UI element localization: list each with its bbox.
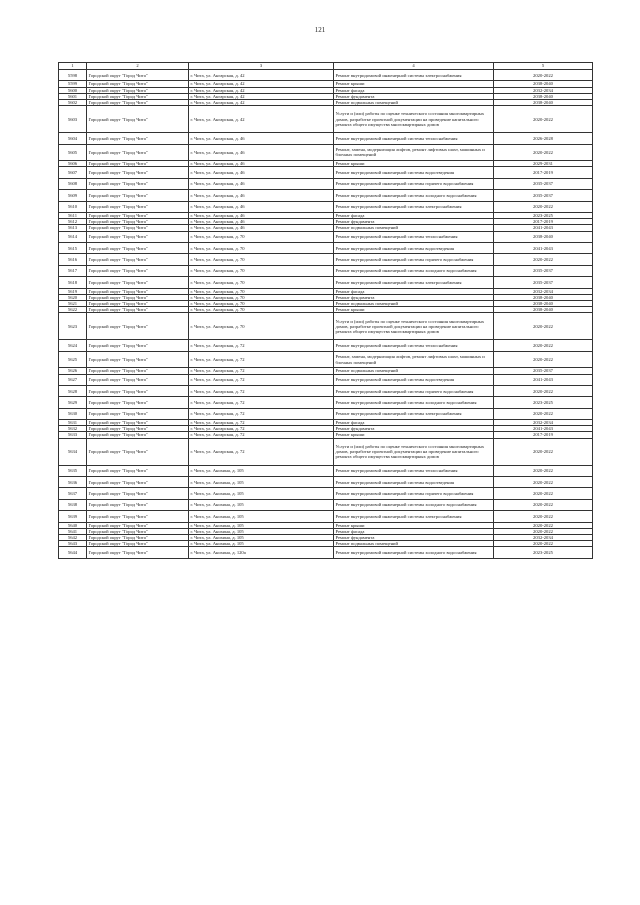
work-type-cell: Ремонт внутридомовой инженерной системы электроснабжения xyxy=(334,408,494,419)
municipality-cell: Городской округ "Город Чита" xyxy=(87,426,189,432)
table-row xyxy=(59,201,593,212)
address-cell: г. Чита, ул. Ангарская, д. 42 xyxy=(189,106,334,133)
work-type-cell: Ремонт внутридомовой инженерной системы горячего водоснабжения xyxy=(334,254,494,265)
row-number: 5602 xyxy=(59,100,87,106)
period-cell: 2041-2043 xyxy=(494,242,593,253)
table-row xyxy=(59,167,593,178)
municipality-cell: Городской округ "Город Чита" xyxy=(87,522,189,528)
period-cell: 2026-2028 xyxy=(494,133,593,144)
row-number: 5644 xyxy=(59,547,87,558)
row-number: 5605 xyxy=(59,144,87,161)
row-number: 5612 xyxy=(59,219,87,225)
work-type-cell: Ремонт подвальных помещений xyxy=(334,225,494,231)
work-type-cell: Ремонт крыши xyxy=(334,432,494,438)
address-cell: г. Чита, ул. Ангарская, д. 72 xyxy=(189,374,334,385)
work-type-cell: Ремонт внутридомовой инженерной системы электроснабжения xyxy=(334,511,494,522)
work-type-cell: Ремонт внутридомовой инженерной системы электроснабжения xyxy=(334,70,494,81)
municipality-cell: Городской округ "Город Чита" xyxy=(87,397,189,408)
municipality-cell: Городской округ "Город Чита" xyxy=(87,499,189,510)
municipality-cell: Городской округ "Город Чита" xyxy=(87,70,189,81)
row-number: 5614 xyxy=(59,231,87,242)
municipality-cell: Городской округ "Город Чита" xyxy=(87,307,189,313)
work-type-cell: Ремонт, замена, модернизация лифтов, ремонт лифтовых шахт, машинных и блочных помещений xyxy=(334,144,494,161)
municipality-cell: Городской округ "Город Чита" xyxy=(87,231,189,242)
address-cell: г. Чита, ул. Ангарская, д. 46 xyxy=(189,178,334,189)
column-number: 5 xyxy=(494,63,593,70)
municipality-cell: Городской округ "Город Чита" xyxy=(87,144,189,161)
period-cell: 2041-2043 xyxy=(494,426,593,432)
row-number: 5631 xyxy=(59,420,87,426)
work-type-cell: Ремонт внутридомовой инженерной системы теплоснабжения xyxy=(334,231,494,242)
municipality-cell: Городской округ "Город Чита" xyxy=(87,340,189,351)
period-cell: 2020-2022 xyxy=(494,385,593,396)
address-cell: г. Чита, ул. Ангарская, д. 72 xyxy=(189,432,334,438)
row-number: 5628 xyxy=(59,385,87,396)
work-type-cell: Услуги и (или) работы по оценке технического состояния многоквартирных домов, разработке проектной документации на проведение капитального ремонта общего имущества многоквартирных домов xyxy=(334,313,494,340)
period-cell: 2035-2037 xyxy=(494,190,593,201)
municipality-cell: Городской округ "Город Чита" xyxy=(87,368,189,374)
row-number: 5622 xyxy=(59,307,87,313)
period-cell: 2035-2037 xyxy=(494,368,593,374)
period-cell: 2020-2022 xyxy=(494,408,593,419)
table-row xyxy=(59,340,593,351)
municipality-cell: Городской округ "Город Чита" xyxy=(87,351,189,368)
work-type-cell: Ремонт подвальных помещений xyxy=(334,368,494,374)
address-cell: г. Чита, ул. Анохина, д. 105 xyxy=(189,477,334,488)
address-cell: г. Чита, ул. Ангарская, д. 72 xyxy=(189,368,334,374)
period-cell: 2035-2037 xyxy=(494,178,593,189)
work-type-cell: Ремонт внутридомовой инженерной системы теплоснабжения xyxy=(334,133,494,144)
table-row xyxy=(59,488,593,499)
address-cell: г. Чита, ул. Ангарская, д. 46 xyxy=(189,167,334,178)
column-number: 3 xyxy=(189,63,334,70)
row-number: 5604 xyxy=(59,133,87,144)
row-number: 5636 xyxy=(59,477,87,488)
table-row xyxy=(59,374,593,385)
period-cell: 2020-2022 xyxy=(494,528,593,534)
row-number: 5635 xyxy=(59,465,87,476)
municipality-cell: Городской округ "Город Чита" xyxy=(87,190,189,201)
work-type-cell: Ремонт внутридомовой инженерной системы холодного водоснабжения xyxy=(334,190,494,201)
period-cell: 2038-2040 xyxy=(494,93,593,99)
period-cell: 2023-2025 xyxy=(494,397,593,408)
period-cell: 2038-2040 xyxy=(494,100,593,106)
table-row xyxy=(59,385,593,396)
row-number: 5624 xyxy=(59,340,87,351)
municipality-cell: Городской округ "Город Чита" xyxy=(87,432,189,438)
period-cell: 2020-2022 xyxy=(494,438,593,465)
period-cell: 2041-2043 xyxy=(494,374,593,385)
row-number: 5610 xyxy=(59,201,87,212)
address-cell: г. Чита, ул. Ангарская, д. 72 xyxy=(189,408,334,419)
column-number-row xyxy=(59,63,593,70)
address-cell: г. Чита, ул. Ангарская, д. 70 xyxy=(189,294,334,300)
work-type-cell: Ремонт внутридомовой инженерной системы холодного водоснабжения xyxy=(334,499,494,510)
row-number: 5611 xyxy=(59,212,87,218)
municipality-cell: Городской округ "Город Чита" xyxy=(87,225,189,231)
period-cell: 2020-2022 xyxy=(494,340,593,351)
address-cell: г. Чита, ул. Ангарская, д. 72 xyxy=(189,438,334,465)
municipality-cell: Городской округ "Город Чита" xyxy=(87,133,189,144)
period-cell: 2029-2031 xyxy=(494,161,593,167)
work-type-cell: Ремонт фундамента xyxy=(334,426,494,432)
work-type-cell: Ремонт внутридомовой инженерной системы холодного водоснабжения xyxy=(334,265,494,276)
row-number: 5640 xyxy=(59,522,87,528)
address-cell: г. Чита, ул. Ангарская, д. 70 xyxy=(189,313,334,340)
address-cell: г. Чита, ул. Ангарская, д. 70 xyxy=(189,265,334,276)
work-type-cell: Ремонт внутридомовой инженерной системы горячего водоснабжения xyxy=(334,385,494,396)
work-type-cell: Ремонт подвальных помещений xyxy=(334,300,494,306)
period-cell: 2032-2034 xyxy=(494,288,593,294)
work-type-cell: Ремонт фасада xyxy=(334,420,494,426)
period-cell: 2032-2034 xyxy=(494,420,593,426)
address-cell: г. Чита, ул. Ангарская, д. 46 xyxy=(189,133,334,144)
repair-schedule-table xyxy=(58,62,593,559)
municipality-cell: Городской округ "Город Чита" xyxy=(87,385,189,396)
row-number: 5618 xyxy=(59,277,87,288)
municipality-cell: Городской округ "Город Чита" xyxy=(87,167,189,178)
row-number: 5617 xyxy=(59,265,87,276)
table-row xyxy=(59,408,593,419)
address-cell: г. Чита, ул. Анохина, д. 105 xyxy=(189,541,334,547)
row-number: 5633 xyxy=(59,432,87,438)
row-number: 5609 xyxy=(59,190,87,201)
work-type-cell: Ремонт внутридомовой инженерной системы водоотведения xyxy=(334,167,494,178)
address-cell: г. Чита, ул. Ангарская, д. 46 xyxy=(189,201,334,212)
municipality-cell: Городской округ "Город Чита" xyxy=(87,477,189,488)
table-row xyxy=(59,511,593,522)
municipality-cell: Городской округ "Город Чита" xyxy=(87,528,189,534)
work-type-cell: Ремонт фундамента xyxy=(334,535,494,541)
address-cell: г. Чита, ул. Анохина, д. 120а xyxy=(189,547,334,558)
row-number: 5630 xyxy=(59,408,87,419)
work-type-cell: Ремонт, замена, модернизация лифтов, ремонт лифтовых шахт, машинных и блочных помещений xyxy=(334,351,494,368)
row-number: 5643 xyxy=(59,541,87,547)
address-cell: г. Чита, ул. Ангарская, д. 46 xyxy=(189,219,334,225)
row-number: 5632 xyxy=(59,426,87,432)
table-row xyxy=(59,106,593,133)
municipality-cell: Городской округ "Город Чита" xyxy=(87,547,189,558)
municipality-cell: Городской округ "Город Чита" xyxy=(87,81,189,87)
column-number: 1 xyxy=(59,63,87,70)
table-row xyxy=(59,477,593,488)
work-type-cell: Ремонт подвальных помещений xyxy=(334,100,494,106)
address-cell: г. Чита, ул. Ангарская, д. 72 xyxy=(189,340,334,351)
period-cell: 2035-2037 xyxy=(494,277,593,288)
period-cell: 2017-2019 xyxy=(494,167,593,178)
work-type-cell: Ремонт фундамента xyxy=(334,294,494,300)
period-cell: 2035-2037 xyxy=(494,265,593,276)
address-cell: г. Чита, ул. Ангарская, д. 42 xyxy=(189,81,334,87)
address-cell: г. Чита, ул. Анохина, д. 105 xyxy=(189,528,334,534)
address-cell: г. Чита, ул. Ангарская, д. 72 xyxy=(189,426,334,432)
work-type-cell: Ремонт внутридомовой инженерной системы холодного водоснабжения xyxy=(334,547,494,558)
table-row xyxy=(59,190,593,201)
address-cell: г. Чита, ул. Ангарская, д. 70 xyxy=(189,307,334,313)
row-number: 5626 xyxy=(59,368,87,374)
address-cell: г. Чита, ул. Ангарская, д. 42 xyxy=(189,87,334,93)
table-row xyxy=(59,465,593,476)
row-number: 5619 xyxy=(59,288,87,294)
work-type-cell: Ремонт крыши xyxy=(334,307,494,313)
table-row xyxy=(59,242,593,253)
row-number: 5621 xyxy=(59,300,87,306)
period-cell: 2038-2040 xyxy=(494,231,593,242)
municipality-cell: Городской округ "Город Чита" xyxy=(87,294,189,300)
address-cell: г. Чита, ул. Анохина, д. 105 xyxy=(189,511,334,522)
period-cell: 2023-2025 xyxy=(494,547,593,558)
address-cell: г. Чита, ул. Ангарская, д. 70 xyxy=(189,231,334,242)
column-number: 2 xyxy=(87,63,189,70)
table-row xyxy=(59,254,593,265)
municipality-cell: Городской округ "Город Чита" xyxy=(87,87,189,93)
table-row xyxy=(59,133,593,144)
municipality-cell: Городской округ "Город Чита" xyxy=(87,408,189,419)
work-type-cell: Ремонт внутридомовой инженерной системы холодного водоснабжения xyxy=(334,397,494,408)
period-cell: 2020-2022 xyxy=(494,488,593,499)
address-cell: г. Чита, ул. Ангарская, д. 70 xyxy=(189,288,334,294)
period-cell: 2038-2040 xyxy=(494,300,593,306)
municipality-cell: Городской округ "Город Чита" xyxy=(87,535,189,541)
period-cell: 2020-2022 xyxy=(494,106,593,133)
work-type-cell: Услуги и (или) работы по оценке технического состояния многоквартирных домов, разработке проектной документации на проведение капитального ремонта общего имущества многоквартирных домов xyxy=(334,438,494,465)
period-cell: 2020-2022 xyxy=(494,351,593,368)
municipality-cell: Городской округ "Город Чита" xyxy=(87,511,189,522)
municipality-cell: Городской округ "Город Чита" xyxy=(87,201,189,212)
municipality-cell: Городской округ "Город Чита" xyxy=(87,106,189,133)
municipality-cell: Городской округ "Город Чита" xyxy=(87,212,189,218)
period-cell: 2041-2043 xyxy=(494,225,593,231)
municipality-cell: Городской округ "Город Чита" xyxy=(87,288,189,294)
work-type-cell: Ремонт внутридомовой инженерной системы водоотведения xyxy=(334,242,494,253)
work-type-cell: Ремонт внутридомовой инженерной системы теплоснабжения xyxy=(334,465,494,476)
row-number: 5623 xyxy=(59,313,87,340)
period-cell: 2020-2022 xyxy=(494,477,593,488)
row-number: 5599 xyxy=(59,81,87,87)
municipality-cell: Городской округ "Город Чита" xyxy=(87,93,189,99)
row-number: 5625 xyxy=(59,351,87,368)
period-cell: 2020-2022 xyxy=(494,70,593,81)
row-number: 5615 xyxy=(59,242,87,253)
municipality-cell: Городской округ "Город Чита" xyxy=(87,265,189,276)
municipality-cell: Городской округ "Город Чита" xyxy=(87,242,189,253)
work-type-cell: Ремонт внутридомовой инженерной системы горячего водоснабжения xyxy=(334,488,494,499)
address-cell: г. Чита, ул. Ангарская, д. 46 xyxy=(189,212,334,218)
table-row xyxy=(59,547,593,558)
period-cell: 2038-2040 xyxy=(494,294,593,300)
row-number: 5637 xyxy=(59,488,87,499)
row-number: 5627 xyxy=(59,374,87,385)
work-type-cell: Ремонт фундамента xyxy=(334,93,494,99)
work-type-cell: Ремонт фасада xyxy=(334,212,494,218)
table-row xyxy=(59,277,593,288)
address-cell: г. Чита, ул. Анохина, д. 105 xyxy=(189,465,334,476)
period-cell: 2020-2022 xyxy=(494,144,593,161)
work-type-cell: Ремонт внутридомовой инженерной системы электроснабжения xyxy=(334,277,494,288)
address-cell: г. Чита, ул. Ангарская, д. 46 xyxy=(189,161,334,167)
row-number: 5638 xyxy=(59,499,87,510)
municipality-cell: Городской округ "Город Чита" xyxy=(87,277,189,288)
table-row xyxy=(59,313,593,340)
address-cell: г. Чита, ул. Ангарская, д. 70 xyxy=(189,254,334,265)
row-number: 5606 xyxy=(59,161,87,167)
row-number: 5598 xyxy=(59,70,87,81)
row-number: 5616 xyxy=(59,254,87,265)
address-cell: г. Чита, ул. Ангарская, д. 72 xyxy=(189,385,334,396)
work-type-cell: Ремонт фундамента xyxy=(334,219,494,225)
municipality-cell: Городской округ "Город Чита" xyxy=(87,219,189,225)
municipality-cell: Городской округ "Город Чита" xyxy=(87,100,189,106)
period-cell: 2017-2019 xyxy=(494,219,593,225)
row-number: 5620 xyxy=(59,294,87,300)
address-cell: г. Чита, ул. Ангарская, д. 70 xyxy=(189,300,334,306)
table-row xyxy=(59,265,593,276)
address-cell: г. Чита, ул. Ангарская, д. 72 xyxy=(189,351,334,368)
table-row xyxy=(59,144,593,161)
work-type-cell: Ремонт крыши xyxy=(334,522,494,528)
address-cell: г. Чита, ул. Ангарская, д. 72 xyxy=(189,397,334,408)
table-row xyxy=(59,499,593,510)
municipality-cell: Городской округ "Город Чита" xyxy=(87,313,189,340)
work-type-cell: Ремонт фасада xyxy=(334,87,494,93)
address-cell: г. Чита, ул. Анохина, д. 105 xyxy=(189,499,334,510)
work-type-cell: Ремонт внутридомовой инженерной системы теплоснабжения xyxy=(334,340,494,351)
municipality-cell: Городской округ "Город Чита" xyxy=(87,254,189,265)
address-cell: г. Чита, ул. Ангарская, д. 46 xyxy=(189,144,334,161)
period-cell: 2023-2025 xyxy=(494,212,593,218)
period-cell: 2032-2034 xyxy=(494,87,593,93)
municipality-cell: Городской округ "Город Чита" xyxy=(87,300,189,306)
address-cell: г. Чита, ул. Ангарская, д. 46 xyxy=(189,225,334,231)
column-number: 4 xyxy=(334,63,494,70)
address-cell: г. Чита, ул. Ангарская, д. 42 xyxy=(189,100,334,106)
municipality-cell: Городской округ "Город Чита" xyxy=(87,420,189,426)
table-row xyxy=(59,70,593,81)
table-row xyxy=(59,438,593,465)
period-cell: 2017-2019 xyxy=(494,432,593,438)
period-cell: 2020-2022 xyxy=(494,511,593,522)
row-number: 5603 xyxy=(59,106,87,133)
address-cell: г. Чита, ул. Анохина, д. 105 xyxy=(189,522,334,528)
address-cell: г. Чита, ул. Анохина, д. 105 xyxy=(189,535,334,541)
row-number: 5629 xyxy=(59,397,87,408)
page-number: 121 xyxy=(314,26,326,34)
municipality-cell: Городской округ "Город Чита" xyxy=(87,374,189,385)
address-cell: г. Чита, ул. Ангарская, д. 70 xyxy=(189,242,334,253)
work-type-cell: Ремонт крыши xyxy=(334,81,494,87)
address-cell: г. Чита, ул. Ангарская, д. 42 xyxy=(189,70,334,81)
period-cell: 2020-2022 xyxy=(494,254,593,265)
row-number: 5641 xyxy=(59,528,87,534)
row-number: 5639 xyxy=(59,511,87,522)
address-cell: г. Чита, ул. Ангарская, д. 42 xyxy=(189,93,334,99)
period-cell: 2020-2022 xyxy=(494,201,593,212)
municipality-cell: Городской округ "Город Чита" xyxy=(87,465,189,476)
work-type-cell: Ремонт подвальных помещений xyxy=(334,541,494,547)
row-number: 5608 xyxy=(59,178,87,189)
period-cell: 2020-2022 xyxy=(494,522,593,528)
municipality-cell: Городской округ "Город Чита" xyxy=(87,488,189,499)
address-cell: г. Чита, ул. Анохина, д. 105 xyxy=(189,488,334,499)
period-cell: 2020-2022 xyxy=(494,499,593,510)
work-type-cell: Ремонт крыши xyxy=(334,161,494,167)
work-type-cell: Ремонт внутридомовой инженерной системы водоотведения xyxy=(334,374,494,385)
row-number: 5601 xyxy=(59,93,87,99)
table-row xyxy=(59,231,593,242)
row-number: 5613 xyxy=(59,225,87,231)
period-cell: 2038-2040 xyxy=(494,307,593,313)
row-number: 5634 xyxy=(59,438,87,465)
table-row xyxy=(59,178,593,189)
municipality-cell: Городской округ "Город Чита" xyxy=(87,438,189,465)
address-cell: г. Чита, ул. Ангарская, д. 46 xyxy=(189,190,334,201)
work-type-cell: Ремонт фасада xyxy=(334,288,494,294)
row-number: 5607 xyxy=(59,167,87,178)
address-cell: г. Чита, ул. Ангарская, д. 70 xyxy=(189,277,334,288)
table-row xyxy=(59,351,593,368)
municipality-cell: Городской округ "Город Чита" xyxy=(87,178,189,189)
table-body xyxy=(59,63,593,559)
address-cell: г. Чита, ул. Ангарская, д. 72 xyxy=(189,420,334,426)
period-cell: 2032-2034 xyxy=(494,535,593,541)
period-cell: 2020-2022 xyxy=(494,313,593,340)
row-number: 5600 xyxy=(59,87,87,93)
table-row xyxy=(59,397,593,408)
period-cell: 2020-2022 xyxy=(494,465,593,476)
period-cell: 2038-2040 xyxy=(494,81,593,87)
period-cell: 2020-2022 xyxy=(494,541,593,547)
work-type-cell: Ремонт фасада xyxy=(334,528,494,534)
municipality-cell: Городской округ "Город Чита" xyxy=(87,541,189,547)
work-type-cell: Ремонт внутридомовой инженерной системы горячего водоснабжения xyxy=(334,178,494,189)
row-number: 5642 xyxy=(59,535,87,541)
work-type-cell: Ремонт внутридомовой инженерной системы водоотведения xyxy=(334,477,494,488)
work-type-cell: Услуги и (или) работы по оценке технического состояния многоквартирных домов, разработке проектной документации на проведение капитального ремонта общего имущества многоквартирных домов xyxy=(334,106,494,133)
municipality-cell: Городской округ "Город Чита" xyxy=(87,161,189,167)
work-type-cell: Ремонт внутридомовой инженерной системы электроснабжения xyxy=(334,201,494,212)
